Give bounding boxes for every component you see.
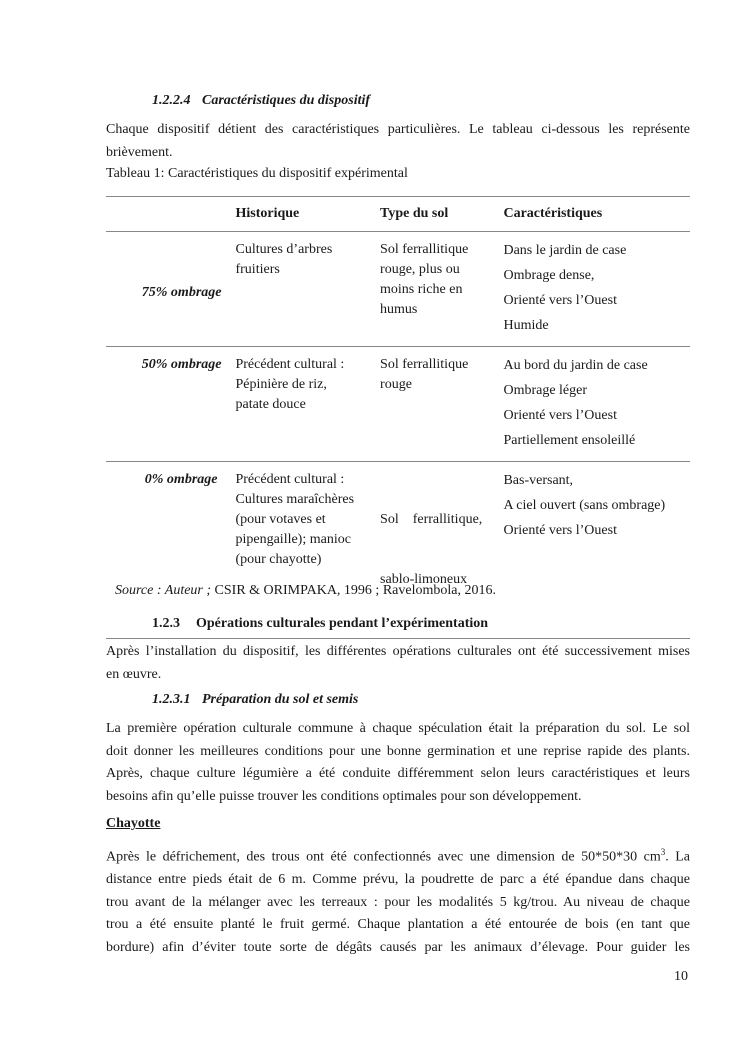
cell-historique: Cultures d’arbres fruitiers — [235, 242, 333, 277]
cell-caracteristiques: Dans le jardin de case Ombrage dense, Orienté vers l’Ouest Humide — [503, 243, 627, 333]
section-heading-1-2-2-4 — [152, 93, 370, 109]
table-header-row — [106, 197, 690, 232]
table-caption: Tableau 1: Caractéristiques du dispositif expérimental — [106, 166, 408, 181]
characteristics-table — [106, 196, 690, 639]
section-number: 1.2.3.1 — [152, 692, 191, 707]
cell-historique: Précédent cultural : Cultures maraîchères (pour votaves et pipengaille); manioc (pour chayotte) — [235, 472, 355, 567]
table-row — [106, 347, 690, 462]
chayotte-heading: Chayotte — [106, 816, 161, 831]
table-row — [106, 462, 690, 639]
source-prefix: Source : Auteur ; — [115, 583, 212, 598]
cell-historique: Précédent cultural : Pépinière de riz, patate douce — [235, 357, 345, 412]
operations-paragraph: Après l’installation du dispositif, les différentes opérations culturales ont été successivement mises en œuvre. — [106, 644, 690, 682]
cell-caracteristiques: Au bord du jardin de case Ombrage léger Orienté vers l’Ouest Partiellement ensoleillé — [503, 358, 648, 448]
section-heading-1-2-3 — [152, 616, 488, 632]
intro-paragraph — [106, 119, 690, 164]
cell-type-sol: Sol ferrallitique rouge, plus ou moins riche en humus — [380, 242, 469, 317]
cell-caracteristiques: Bas-versant, A ciel ouvert (sans ombrage) Orienté vers l’Ouest — [503, 473, 666, 538]
header-type-sol: Type du sol — [380, 206, 449, 221]
preparation-paragraph: La première opération culturale commune à chaque spéculation était la préparation du sol. Le sol doit donner les meilleures conditions pour une bonne germination et une reprise rapide des plants. Après, chaque culture légumière a été conduite différemment selon leurs caractéristiques et leurs besoins afin qu’elle puisse trouver les conditions optimales pour son développement. — [106, 721, 690, 804]
page-number: 10 — [674, 969, 688, 984]
header-empty — [106, 197, 235, 232]
row-label: 0% ombrage — [144, 472, 218, 487]
table-row — [106, 232, 690, 347]
chayotte-line-1: Après le défrichement, des trous ont été confectionnés avec une dimension de 50*50*30 $cm^3$. La — [106, 847, 690, 865]
source-text: CSIR & ORIMPAKA, 1996 ; Ravelombola, 2016. — [211, 583, 496, 598]
section-title: Opérations culturales pendant l’expérimentation — [196, 616, 489, 631]
table-source — [115, 583, 496, 599]
intro-line-2: brièvement. — [106, 144, 173, 160]
cell-type-sol: Sol ferrallitique rouge — [380, 357, 469, 392]
row-label: 75% ombrage — [141, 285, 222, 300]
section-heading-1-2-3-1 — [152, 692, 358, 708]
section-title: Préparation du sol et semis — [202, 692, 359, 707]
section-number: 1.2.2.4 — [152, 93, 191, 108]
chayotte-paragraph: Après le défrichement, des trous ont été confectionnés avec une dimension de 50*50*30 $cm^3$. La distance entre pieds était de 6 m. Comme prévu, la poudrette de parc a été épandue dans chaque trou avant de la mélanger avec les terreaux : pour les modalités 5 kg/trou. Au niveau de chaque trou a été ensuite planté le fruit germé. Chaque plantation a été entourée de bois (en tant que bordure) afin d’éviter toute sorte de dégâts causés par les animaux d’élevage. Pour guider les — [106, 841, 690, 959]
section-number: 1.2.3 — [152, 616, 180, 631]
section-title: Caractéristiques du dispositif — [202, 93, 371, 108]
cell-type-sol: Sol ferrallitique, sablo-limoneux — [380, 512, 483, 587]
row-label: 50% ombrage — [141, 357, 222, 372]
intro-line-1: Chaque dispositif détient des caractéristiques particulières. Le tableau ci-dessous les représente — [106, 122, 690, 137]
header-historique: Historique — [235, 206, 300, 221]
header-caracteristiques: Caractéristiques — [503, 206, 603, 221]
